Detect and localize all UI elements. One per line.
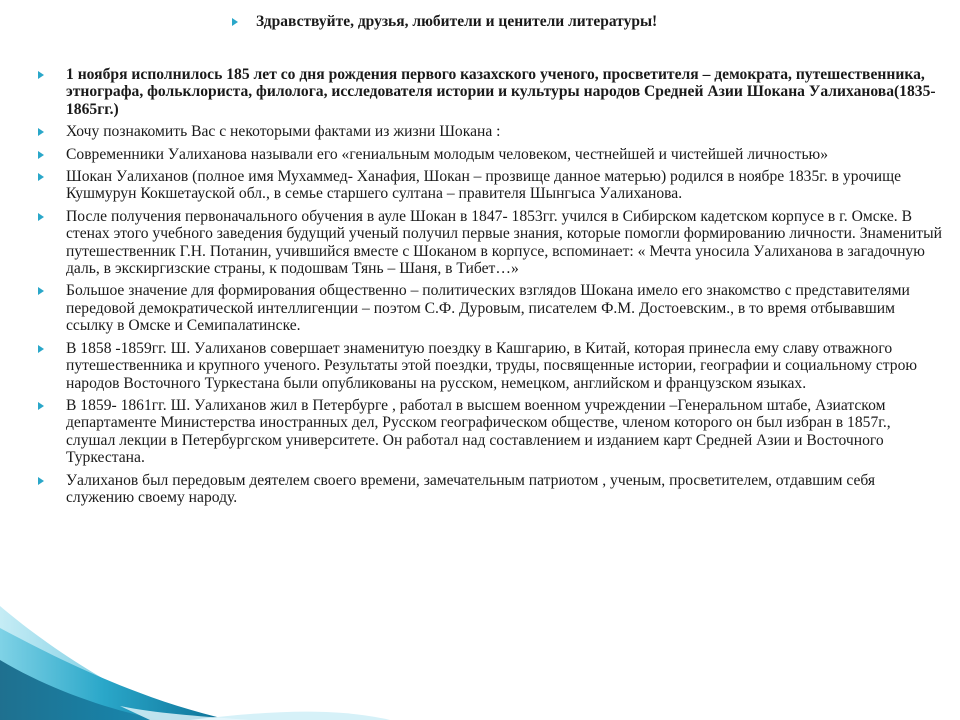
triangle-bullet-icon	[38, 287, 44, 295]
paragraph-item	[38, 123, 943, 140]
paragraph-item	[38, 282, 943, 334]
paragraph-item	[38, 472, 943, 507]
triangle-bullet-icon	[38, 151, 44, 159]
paragraph-text: В 1859- 1861гг. Ш. Уалиханов жил в Петербурге , работал в высшем военном учреждении –Генеральном штабе, Азиатском департаменте Министерства иностранных дел, Русском географическом обществе, членом которого он был избран в 1857г., слушал лекции в Петербургском университете. Он работал над составлением и изданием карт Средней Азии и Восточного Туркестана.	[66, 396, 891, 467]
paragraph-text: 1 ноября исполнилось 185 лет со дня рождения первого казахского ученого, просветителя – демократа, путешественника, этнографа, фольклориста, филолога, исследователя истории и культуры народов Средней Азии Шокана Уалиханова(1835-1865гг.)	[66, 66, 936, 118]
paragraph-text: Современники Уалиханова называли его «гениальным молодым человеком, честнейшей и чистейшей личностью»	[66, 145, 829, 163]
paragraph-text: Большое значение для формирования общественно – политических взглядов Шокана имело его знакомство с представителями передовой демократической интеллигенции – поэтом С.Ф. Дуровым, писателем Ф.М. Достоевским., в то время отбывавшим ссылку в Омске и Семипалатинске.	[66, 282, 910, 335]
paragraph-text: После получения первоначального обучения в ауле Шокан в 1847- 1853гг. учился в Сибирском кадетском корпусе в г. Омске. В стенах этого учебного заведения будущий ученый получил первые знания, которые помогли формированию личности. Знаменитый путешественник Г.Н. Потанин, учившийся вместе с Шоканом в корпусе, вспоминает: « Мечта уносила Уалиханова в загадочную даль, в экскиргизские страны, к подошвам Тянь – Шаня, в Тибет…»	[66, 207, 942, 278]
paragraph-item	[38, 208, 943, 278]
triangle-bullet-icon	[38, 213, 44, 221]
paragraph-item	[38, 340, 943, 392]
triangle-bullet-icon	[38, 402, 44, 410]
triangle-bullet-icon	[38, 71, 44, 79]
paragraph-item	[38, 397, 943, 467]
paragraph-list	[38, 66, 943, 511]
triangle-bullet-icon	[38, 173, 44, 181]
paragraph-item	[38, 146, 943, 163]
slide-title: Здравствуйте, друзья, любители и ценители литературы!	[256, 13, 658, 30]
paragraph-text: Шокан Уалиханов (полное имя Мухаммед- Ханафия, Шокан – прозвище данное матерью) родился в ноябре 1835г. в урочище Кушмурун Кокшетауской обл., в семье старшего султана – правителя Шынгыса Уалиханова.	[66, 168, 902, 203]
slide-title-row	[232, 13, 932, 31]
paragraph-item	[38, 168, 943, 203]
paragraph-text: Хочу познакомить Вас с некоторыми фактами из жизни Шокана :	[66, 123, 501, 141]
paragraph-text: В 1858 -1859гг. Ш. Уалиханов совершает знаменитую поездку в Кашгарию, в Китай, которая принесла ему славу отважного путешественника и крупного ученого. Результаты этой поездки, труды, посвященные истории, географии и социальному строю народов Восточного Туркестана были опубликованы на русском, немецком, английском и французском языках.	[66, 339, 918, 392]
paragraph-item	[38, 66, 943, 118]
triangle-bullet-icon	[38, 128, 44, 136]
paragraph-text: Уалиханов был передовым деятелем своего времени, замечательным патриотом , ученым, просветителем, отдавшим себя служению своему народу.	[66, 471, 876, 506]
triangle-bullet-icon	[38, 477, 44, 485]
triangle-bullet-icon	[38, 345, 44, 353]
triangle-bullet-icon	[232, 18, 238, 26]
